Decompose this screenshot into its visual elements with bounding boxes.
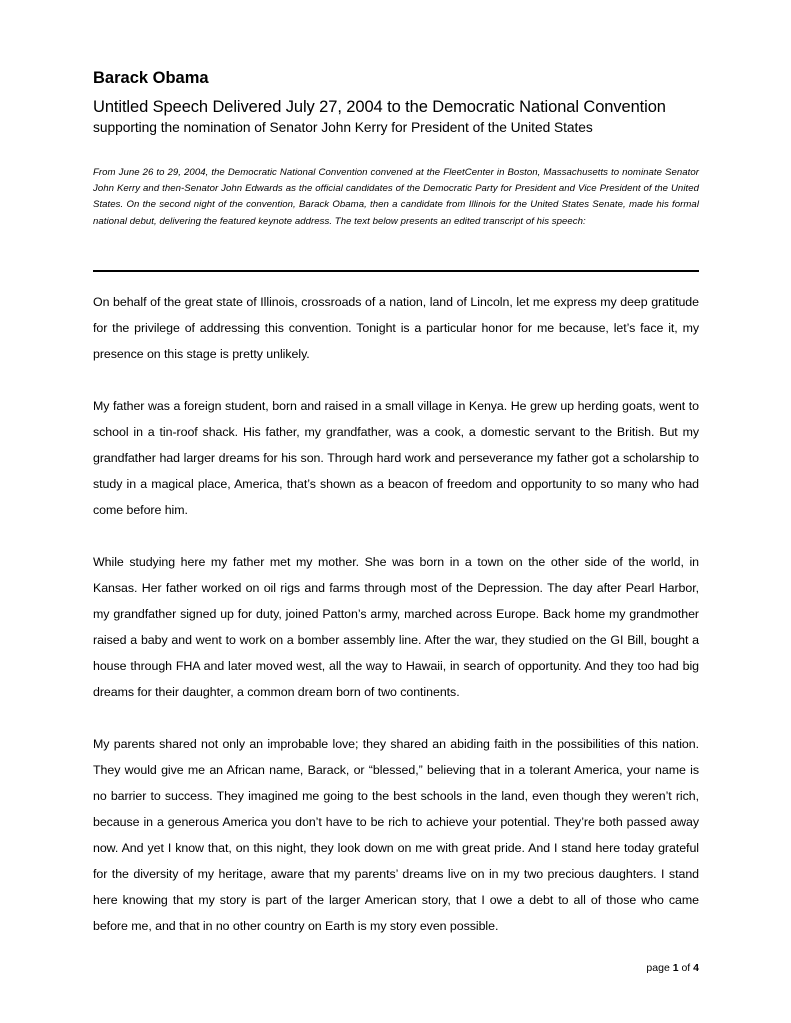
document-page — [93, 66, 699, 933]
speech-paragraph-1: On behalf of the great state of Illinois, crossroads of a nation, land of Lincoln, let me express my deep gratitude for the privilege of addressing this convention. Tonight is a particular honor for me because, let’s face it, my presence on this stage is pretty unlikely. — [93, 295, 699, 361]
page-word: page — [646, 962, 670, 974]
speech-paragraph-4: My parents shared not only an improbable love; they shared an abiding faith in the possibilities of this nation. They would give me an African name, Barack, or “blessed,” believing that in a tolerant America, your name is no barrier to success. They imagined me going to the best schools in the land, even though they weren’t rich, because in a generous America you don’t have to be rich to achieve your potential. They’re both passed away now. And yet I know that, on this night, they look down on me with great pride. And I stand here today grateful for the diversity of my heritage, aware that my parents’ dreams live on in my two precious daughters. I stand here knowing that my story is part of the larger American story, that I owe a debt to all of those who came before me, and that in no other country on Earth is my story even possible. — [93, 737, 699, 933]
speech-paragraph-2: My father was a foreign student, born and raised in a small village in Kenya. He grew up herding goats, went to school in a tin-roof shack. His father, my grandfather, was a cook, a domestic servant to the British. But my grandfather had larger dreams for his son. Through hard work and perseverance my father got a scholarship to study in a magical place, America, that’s shown as a beacon of freedom and opportunity to so many who had come before him. — [93, 399, 699, 517]
speech-subtitle: supporting the nomination of Senator John Kerry for President of the United States — [93, 120, 593, 135]
speech-body — [93, 289, 699, 965]
intro-paragraph: From June 26 to 29, 2004, the Democratic National Convention convened at the FleetCenter in Boston, Massachusetts to nominate Senator John Kerry and then-Senator John Edwards as the official candidates of the Democratic Party for President and Vice President of the United States. On the second night of the convention, Barack Obama, then a candidate from Illinois for the United States Senate, made his formal national debut, delivering the featured keynote address. The text below presents an edited transcript of his speech: — [93, 167, 699, 227]
current-page: 1 — [672, 962, 679, 974]
speech-paragraph-3: While studying here my father met my mother. She was born in a town on the other side of the world, in Kansas. Her father worked on oil rigs and farms through most of the Depression. The day after Pearl Harbor, my grandfather signed up for duty, joined Patton’s army, marched across Europe. Back home my grandmother raised a baby and went to work on a bomber assembly line. After the war, they studied on the GI Bill, bought a house through FHA and later moved west, all the way to Hawaii, in search of opportunity. And they too had big dreams for their daughter, a common dream born of two continents. — [93, 555, 699, 699]
page-number — [646, 960, 699, 976]
speech-title: Untitled Speech Delivered July 27, 2004 to the Democratic National Convention — [93, 98, 666, 116]
total-pages: 4 — [693, 962, 699, 974]
of-word: of — [681, 962, 691, 974]
author-name: Barack Obama — [93, 69, 209, 87]
section-divider — [93, 270, 699, 272]
